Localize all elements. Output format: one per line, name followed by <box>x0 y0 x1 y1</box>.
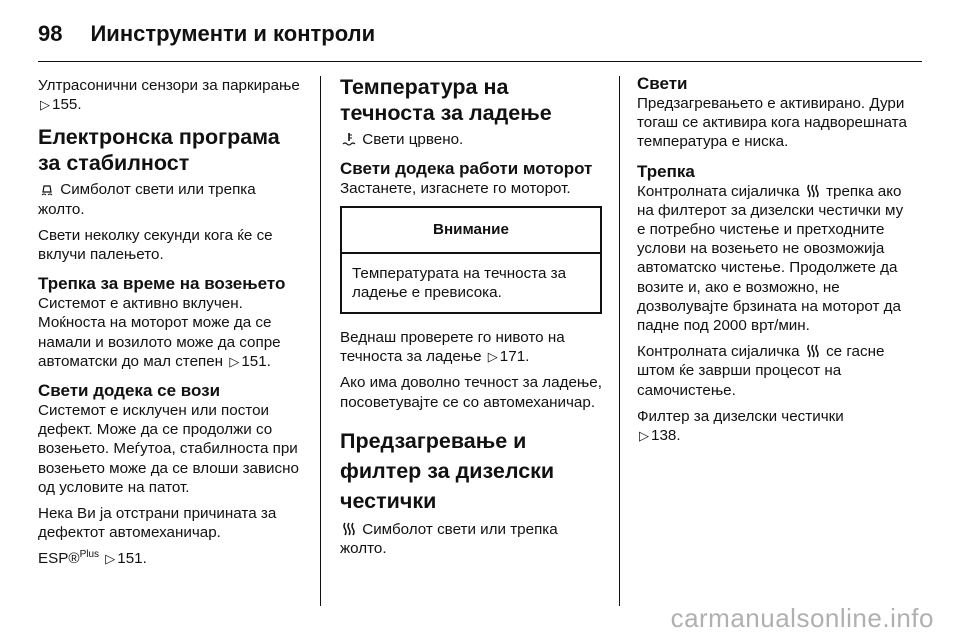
page-title: Иинструменти и контроли <box>90 21 376 46</box>
esp-skid-icon <box>38 180 56 199</box>
section-heading-coolant: Температура на течноста за ладење <box>340 75 552 125</box>
coolant-text: Свети црвено. <box>340 130 604 149</box>
running-text: Застанете, изгаснете го моторот. <box>340 180 571 198</box>
ref-link[interactable]: 138. <box>651 427 681 445</box>
esp-text: Симболот свети или трепка жолто. <box>38 181 256 218</box>
notice-title: Внимание <box>342 208 600 253</box>
page-number: 98 <box>38 21 63 46</box>
column-divider-1 <box>320 76 321 606</box>
enough-coolant-text: Ако има доволно течност за ладење, посоветувајте се со автомеханичар. <box>340 374 602 411</box>
esp-plus-ref: ESP®$^{Plus}$ ▷ 151. <box>38 549 147 568</box>
page-header <box>38 14 375 54</box>
subheading-flash: Трепка <box>637 161 695 181</box>
column-1 <box>38 76 306 576</box>
check-level-text: Веднаш проверете го нивото на течноста за ладење ▷ 171. <box>340 329 565 366</box>
preheat-text: Симболот свети или трепка жолто. <box>340 520 558 558</box>
reference-arrow-icon: ▷ <box>40 97 50 113</box>
column-divider-2 <box>619 76 620 606</box>
reference-arrow-icon: ▷ <box>105 551 116 567</box>
filter-ref: Филтер за дизелски честички ▷ 138. <box>637 407 844 445</box>
warning-notice <box>340 206 602 314</box>
flash-drive-text: Системот е активно вклучен. Моќноста на моторот може да се намали и возилото може да сопре автоматски до мал степен ▷ 151. <box>38 295 281 370</box>
ref-link[interactable]: 151. <box>117 550 147 568</box>
ref-link[interactable]: 151. <box>241 352 271 370</box>
watermark: carmanualsonline.info <box>670 603 934 633</box>
lit-drive-text-2: Нека Ви ја отстрани причината за дефектот автомеханичар. <box>38 505 277 542</box>
notice-body: Температурата на течноста за ладење е превисока. <box>352 264 567 301</box>
flash-text: Контролната сијаличка трепка ако на филтерот за дизелски честички му е потребно чистење и претходните услови на возењето не овозможија автоматско чистење. Продолжете да возите и, ако е возможно, не дозволувајте брзината на моторот да падне под 2000 врт/мин. <box>637 182 904 335</box>
ref-link[interactable]: 155. <box>52 96 82 114</box>
subheading-lit-drive: Свети додека се вози <box>38 381 221 401</box>
reference-arrow-icon: ▷ <box>639 428 649 444</box>
reference-arrow-icon: ▷ <box>229 353 240 369</box>
coolant-temp-icon <box>340 130 358 149</box>
lit-drive-text: Системот е исклучен или постои дефект. Може да се продолжи со возењето. Меѓутоа, стабилноста при возењето може да се влоши зависно од условите на патот. <box>38 402 299 496</box>
ref-link[interactable]: 171. <box>499 348 530 366</box>
subheading-lit: Свети <box>637 74 688 93</box>
column-3 <box>637 76 909 452</box>
section-heading-preheat: Предзагревање и филтер за дизелски честички <box>340 428 555 513</box>
column-2 <box>340 76 604 565</box>
subheading-running: Свети додека работи моторот <box>340 159 593 179</box>
glow-plug-icon <box>804 182 822 201</box>
section-heading-esp: Електронска програма за стабилност <box>38 125 280 176</box>
header-rule <box>38 61 922 62</box>
lit-text: Предзагревањето е активирано. Дури тогаш се активира кога надворешната температура е ниска. <box>637 95 907 151</box>
off-text: Контролната сијаличка се гасне штом ќе заврши процесот на самочистење. <box>637 343 885 399</box>
glow-plug-icon <box>804 342 822 361</box>
esp-text-2: Свети неколку секунди кога ќе се вклучи палењето. <box>38 226 273 264</box>
parking-sensors-ref: Ултрасонични сензори за паркирање ▷ 155. <box>38 77 300 114</box>
subheading-flash-drive: Трепка за време на возењето <box>38 274 286 294</box>
glow-plug-icon <box>340 520 358 539</box>
reference-arrow-icon: ▷ <box>487 349 498 365</box>
